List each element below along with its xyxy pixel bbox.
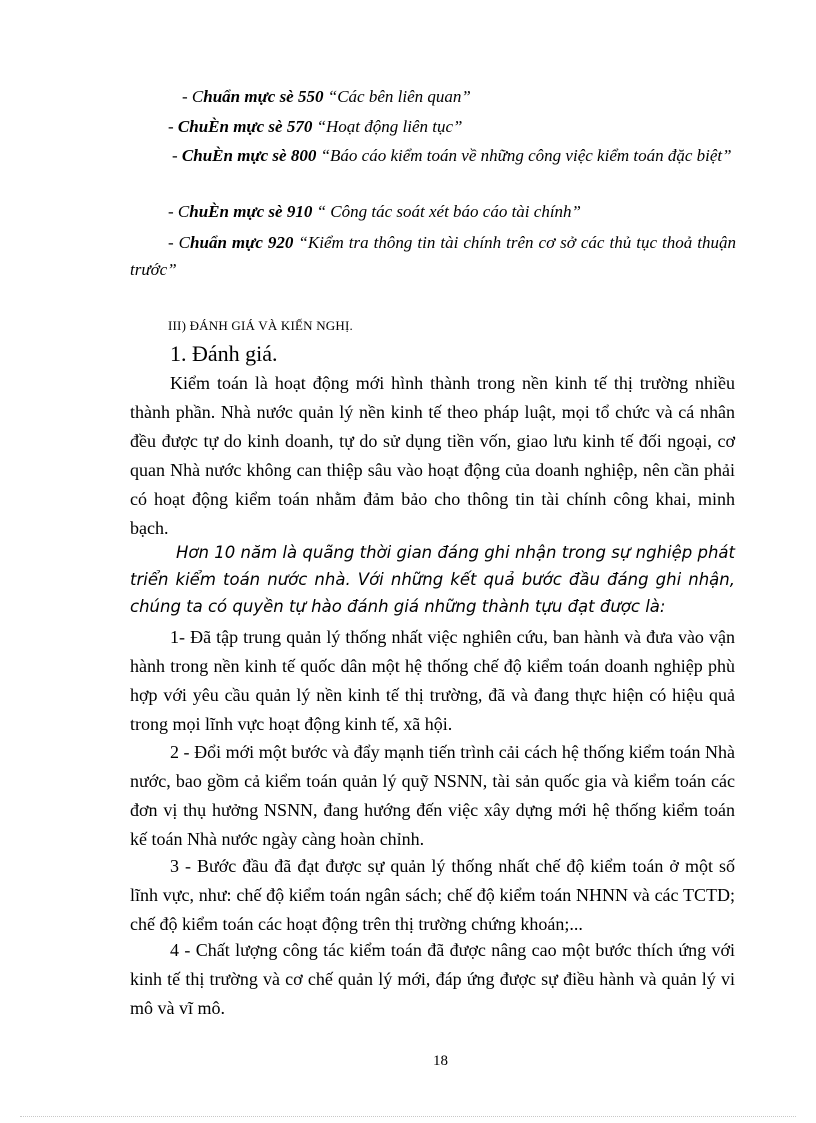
- standard-prefix: -: [168, 117, 178, 136]
- standard-item-550: [182, 85, 471, 109]
- standard-description: “Kiểm tra thông tin tài chính trên cơ sở các thủ tục thoả thuận trước”: [130, 233, 736, 279]
- standard-description: “Báo cáo kiểm toán về những công việc kiểm toán đặc biệt”: [316, 146, 732, 165]
- point-1: 1- Đã tập trung quản lý thống nhất việc nghiên cứu, ban hành và đưa vào vận hành trong nền kinh tế quốc dân một hệ thống chế độ kiểm toán doanh nghiệp phù hợp với yêu cầu quản lý nền kinh tế thị trường, đã và đang thực hiện có hiệu quả trong mọi lĩnh vực hoạt động kinh tế, xã hội.: [130, 627, 735, 734]
- standard-title: huẩn mực sè 550: [203, 87, 324, 106]
- subsection-heading: 1. Đánh giá.: [170, 341, 278, 366]
- standard-item-570: [168, 115, 463, 139]
- standard-title: ChuÈn mực sè 570: [177, 117, 313, 136]
- section-heading: III) ĐÁNH GIÁ VÀ KIẾN NGHỊ.: [168, 318, 353, 333]
- standard-prefix: - C: [182, 87, 204, 106]
- page-number: 18: [433, 1053, 448, 1069]
- point-3: 3 - Bước đầu đã đạt được sự quản lý thống nhất chế độ kiểm toán ở một số lĩnh vực, như: chế độ kiểm toán ngân sách; chế độ kiểm toán NHNN và các TCTD; chế độ kiểm toán các hoạt động trên thị trường chứng khoán;...: [130, 856, 735, 934]
- standard-prefix: - C: [168, 202, 190, 221]
- standard-description: “Hoạt động liên tục”: [312, 117, 463, 136]
- page-bottom-divider: [20, 1116, 796, 1117]
- point-4: 4 - Chất lượng công tác kiểm toán đã được nâng cao một bước thích ứng với kinh tế thị trường và cơ chế quản lý mới, đáp ứng được sự điều hành và quản lý vi mô và vĩ mô.: [130, 940, 735, 1018]
- standard-description: “ Công tác soát xét báo cáo tài chính”: [312, 202, 582, 221]
- standard-item-910: [168, 200, 581, 224]
- standard-item-920: [130, 229, 736, 283]
- point-2: 2 - Đổi mới một bước và đẩy mạnh tiến trình cải cách hệ thống kiểm toán Nhà nước, bao gồm cả kiểm toán quản lý quỹ NSNN, tài sản quốc gia và kiểm toán các đơn vị thụ hưởng NSNN, đang hướng đến việc xây dựng mới hệ thống kiểm toán kế toán Nhà nước ngày càng hoàn chỉnh.: [130, 742, 735, 849]
- standard-item-800: [130, 143, 736, 169]
- standard-title: ChuÈn mực sè 800: [181, 146, 317, 165]
- standard-description: “Các bên liên quan”: [323, 87, 471, 106]
- standard-prefix: - C: [168, 233, 191, 252]
- standard-title: huÈn mực sè 910: [189, 202, 313, 221]
- standard-title: huẩn mực 920: [190, 233, 294, 252]
- standard-prefix: -: [172, 146, 182, 165]
- intro-paragraph: Kiểm toán là hoạt động mới hình thành trong nền kinh tế thị trường nhiều thành phần. Nhà nước quản lý nền kinh tế theo pháp luật, mọi tổ chức và cá nhân đều được tự do kinh doanh, tự do sử dụng tiền vốn, giao lưu kinh tế đối ngoại, cơ quan Nhà nước không can thiệp sâu vào hoạt động của doanh nghiệp, nên cần phải có hoạt động kiểm toán nhằm đảm bảo cho thông tin tài chính công khai, minh bạch.: [130, 373, 735, 538]
- italic-paragraph: Hơn 10 năm là quãng thời gian đáng ghi nhận trong sự nghiệp phát triển kiểm toán nước nhà. Với những kết quả bước đầu đáng ghi nhận, chúng ta có quyền tự hào đánh giá những thành tựu đạt được là:: [130, 543, 735, 616]
